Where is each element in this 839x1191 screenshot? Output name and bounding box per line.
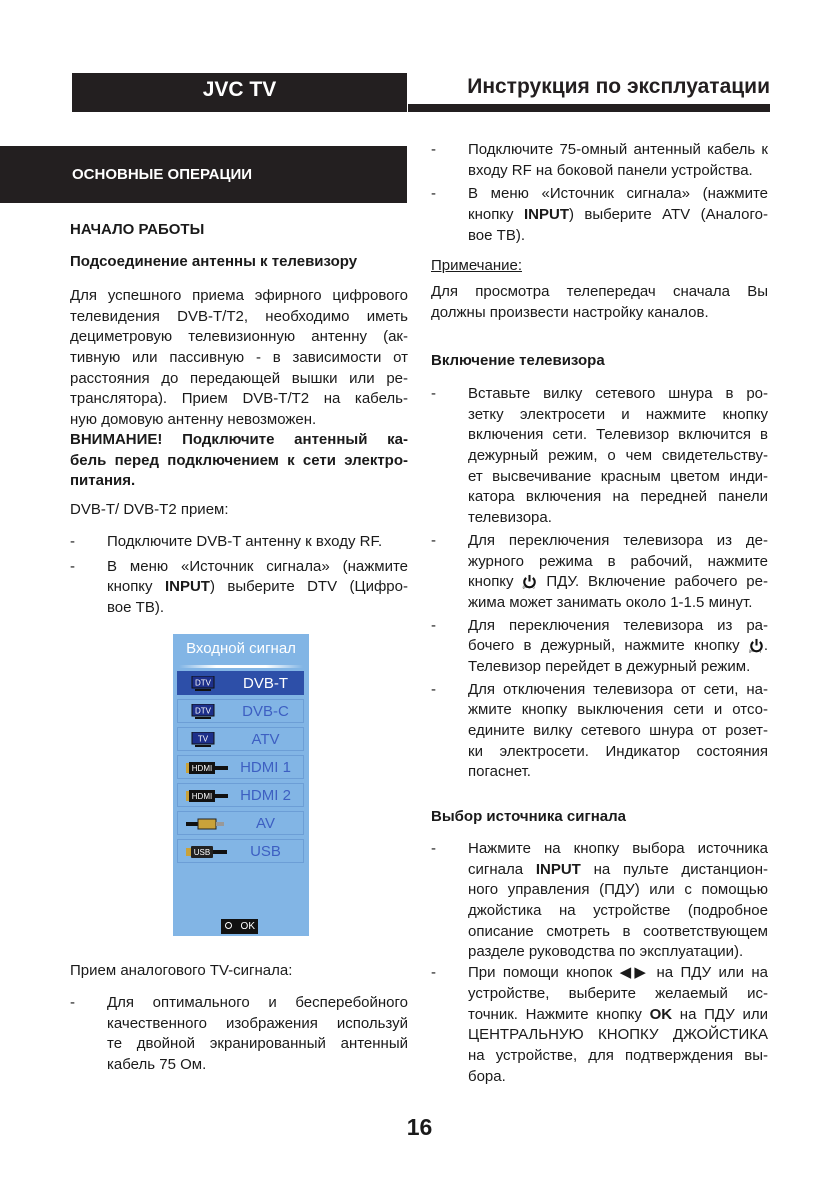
- text-line: разделе руководства по эксплуатации).: [468, 943, 744, 961]
- bullet-dash: -: [70, 533, 75, 550]
- bullet-dash: -: [70, 994, 75, 1011]
- text-line: ВНИМАНИЕ! Подключите антенный ка-: [70, 431, 408, 448]
- bullet-item: [431, 384, 768, 529]
- text-line: бора.: [468, 1067, 506, 1085]
- text-line: журного режима в рабочий, нажмите: [468, 552, 768, 570]
- bullet-text: [468, 384, 768, 529]
- bullet-item: [431, 963, 768, 1087]
- bullet-text: [468, 616, 768, 678]
- text-line: бочего в дежурный, нажмите кнопку {power} .: [468, 637, 768, 655]
- text-line: кнопку INPUT) выберите ATV (Аналого-: [468, 206, 768, 224]
- text-line: питания.: [70, 472, 136, 490]
- menu-item-label: HDMI 2: [240, 787, 291, 804]
- text-line: вое ТВ).: [107, 599, 164, 617]
- text-line: те двойной экранированный антенный: [107, 1035, 408, 1053]
- header-brand: [72, 73, 407, 112]
- note-label: Примечание:: [431, 257, 522, 274]
- text-line: расстояния до передающей вышки или ре-: [70, 369, 408, 387]
- text-line: ет высвечивание красным цветом инди-: [468, 467, 768, 485]
- menu-item-label: DVB-C: [242, 703, 289, 720]
- bullet-text: [468, 140, 768, 181]
- source-bullets: [431, 839, 768, 1087]
- text-line: ки электросети. Индикатор состояния: [468, 742, 768, 760]
- text-line: ЦЕНТРАЛЬНУЮ КНОПКУ ДЖОЙСТИКА: [468, 1026, 768, 1044]
- manual-title: Инструкция по эксплуатации: [467, 75, 770, 98]
- svg-text:HDMI: HDMI: [191, 792, 213, 801]
- menu-item-label: ATV: [251, 731, 280, 748]
- text-line: Телевизор перейдет в дежурный режим.: [468, 657, 751, 675]
- menu-item-usb[interactable]: [177, 839, 304, 863]
- menu-title: Входной сигнал: [186, 640, 296, 657]
- bullet-item: [431, 616, 768, 678]
- text-line: В меню «Источник сигнала» (нажмите: [107, 557, 408, 575]
- menu-item-hdmi2[interactable]: [177, 783, 304, 807]
- bullet-item: [431, 531, 768, 614]
- bullet-item: [70, 993, 408, 1076]
- text-line: должны произвести настройку каналов.: [431, 303, 709, 321]
- text-line: ного управления (ПДУ) или с помощью: [468, 881, 768, 899]
- bullet-text: [107, 532, 408, 553]
- bullet-text: [468, 184, 768, 246]
- bullet-dash: -: [70, 557, 75, 575]
- text-line: входу RF на боковой панели устройства.: [468, 161, 753, 179]
- menu-item-dvb-c[interactable]: [177, 699, 304, 723]
- text-line: кабель 75 Ом.: [107, 1056, 207, 1074]
- bullet-item: [70, 557, 408, 619]
- menu-item-av[interactable]: [177, 811, 304, 835]
- bullet-dash: -: [431, 840, 436, 857]
- bullet-item: [431, 184, 768, 246]
- text-line: бель перед подключением к сети электро-: [70, 451, 408, 469]
- brand-text: JVC TV: [202, 78, 277, 101]
- input-source-menu: [173, 634, 309, 936]
- text-line: Для переключения телевизора из ра-: [468, 616, 768, 634]
- dvb-bullets: [70, 532, 408, 623]
- text-line: Вставьте вилку сетевого шнура в ро-: [468, 385, 768, 402]
- menu-item-label: USB: [250, 843, 281, 860]
- text-line: едините вилку сетевого шнура от розет-: [468, 722, 768, 739]
- rf-bullets: [431, 140, 768, 249]
- text-line: включения сети. Телевизор включится в: [468, 426, 768, 444]
- text-line: кнопку {power} ПДУ. Включение рабочего ре-: [468, 573, 768, 591]
- menu-item-hdmi1[interactable]: [177, 755, 304, 779]
- dvb-label: DVB-T/ DVB-T2 прием:: [70, 501, 229, 518]
- text-line: телевизора.: [468, 509, 552, 527]
- text-line: ную домовую антенну невозможен.: [70, 411, 317, 429]
- subheading-antenna: Подсоединение антенны к телевизору: [70, 253, 358, 270]
- text-line: погаснет.: [468, 763, 531, 781]
- bullet-dash: -: [431, 680, 436, 698]
- menu-item-atv[interactable]: [177, 727, 304, 751]
- bullet-text: [468, 839, 768, 963]
- analog-bullets: [70, 993, 408, 1080]
- ok-circle-icon: [225, 922, 232, 929]
- text-line: зетку электросети и нажмите кнопку: [468, 405, 768, 423]
- bullet-text: [107, 557, 408, 619]
- warning-paragraph: [70, 430, 408, 492]
- note-paragraph: [431, 282, 768, 323]
- text-line: дециметровую телевизионную антенну (ак-: [70, 328, 408, 346]
- text-line: описание смотреть в соответствующем: [468, 922, 768, 940]
- text-line: Подключите 75-омный антенный кабель к: [468, 141, 768, 158]
- heading-getting-started: НАЧАЛО РАБОТЫ: [70, 221, 205, 238]
- text-line: Нажмите на кнопку выбора источника: [468, 840, 768, 857]
- text-line: на устройстве, для подтверждения вы-: [468, 1046, 768, 1064]
- power-icon: {power}: [749, 638, 764, 653]
- header-divider: [408, 104, 770, 112]
- svg-text:USB: USB: [193, 848, 211, 857]
- text-line: вое ТВ).: [468, 226, 525, 244]
- ok-label: OK: [240, 921, 255, 932]
- svg-text:HDMI: HDMI: [191, 764, 213, 773]
- text-line: сигнала INPUT на пульте дистанцион-: [468, 860, 768, 878]
- bullet-dash: -: [431, 141, 436, 158]
- text-line: джойстика на устройстве (подробное: [468, 902, 768, 920]
- bullet-text: [468, 680, 768, 783]
- bullet-text: [107, 993, 408, 1076]
- menu-title-underline: [179, 665, 303, 668]
- heading-power-on: Включение телевизора: [431, 352, 605, 369]
- bullet-dash: -: [431, 531, 436, 549]
- text-line: телевидения DVB-T/T2, необходимо иметь: [70, 307, 408, 325]
- text-line: Для переключения телевизора из де-: [468, 531, 768, 549]
- text-line: Для просмотра телепередач сначала Вы: [431, 283, 768, 300]
- text-line: При помощи кнопок ◀▶ на ПДУ или на: [468, 964, 768, 982]
- text-line: Для оптимального и бесперебойного: [107, 994, 408, 1011]
- text-line: Для отключения телевизора от сети, на-: [468, 680, 768, 698]
- bullet-text: [468, 531, 768, 614]
- bullet-item: [70, 532, 408, 553]
- bullet-dash: -: [431, 185, 436, 203]
- text-line: Подключите DVB-T антенну к входу RF.: [107, 533, 383, 550]
- bullet-dash: -: [431, 616, 436, 634]
- svg-text:DTV: DTV: [195, 678, 211, 688]
- text-line: Для успешного приема эфирного цифрового: [70, 287, 408, 304]
- text-line: жима может занимать около 1-1.5 минут.: [468, 593, 753, 611]
- svg-text:TV: TV: [197, 734, 209, 744]
- text-line: качественного изображения используй: [107, 1014, 408, 1032]
- intro-paragraph: [70, 286, 408, 431]
- text-line: транслятора). Прием DVB-T/T2 на кабель-: [70, 390, 408, 408]
- bullet-text: [468, 963, 768, 1087]
- power-icon: {power}: [522, 574, 537, 589]
- bullet-item: [431, 140, 768, 181]
- heading-source-select: Выбор источника сигнала: [431, 808, 626, 825]
- menu-item-label: DVB-T: [243, 675, 288, 692]
- bullet-dash: -: [431, 385, 436, 402]
- bullet-item: [431, 839, 768, 963]
- menu-item-label: HDMI 1: [240, 759, 291, 776]
- analog-label: Прием аналогового TV-сигнала:: [70, 962, 293, 979]
- bullet-dash: -: [431, 964, 436, 982]
- header-title-block: [408, 73, 770, 112]
- text-line: тивную или пассивную - в зависимости от: [70, 349, 408, 367]
- ok-button[interactable]: [221, 919, 258, 934]
- section-title: ОСНОВНЫЕ ОПЕРАЦИИ: [0, 146, 407, 203]
- text-line: кнопку INPUT) выберите DTV (Цифро-: [107, 578, 408, 596]
- page-number: 16: [406, 1114, 433, 1140]
- text-line: жмите кнопку выключения сети и отсо-: [468, 701, 768, 719]
- text-line: точник. Нажмите кнопку OK на ПДУ или: [468, 1005, 768, 1023]
- text-line: В меню «Источник сигнала» (нажмите: [468, 185, 768, 203]
- menu-item-dvb-t[interactable]: [177, 671, 304, 695]
- text-line: катора включения на передней панели: [468, 488, 768, 506]
- menu-item-label: AV: [256, 815, 275, 832]
- svg-text:DTV: DTV: [195, 706, 211, 716]
- bullet-item: [431, 680, 768, 783]
- power-bullets: [431, 384, 768, 785]
- text-line: дежурный режим, о чем свидетельству-: [468, 447, 768, 465]
- text-line: устройстве, выберите желаемый ис-: [468, 984, 768, 1002]
